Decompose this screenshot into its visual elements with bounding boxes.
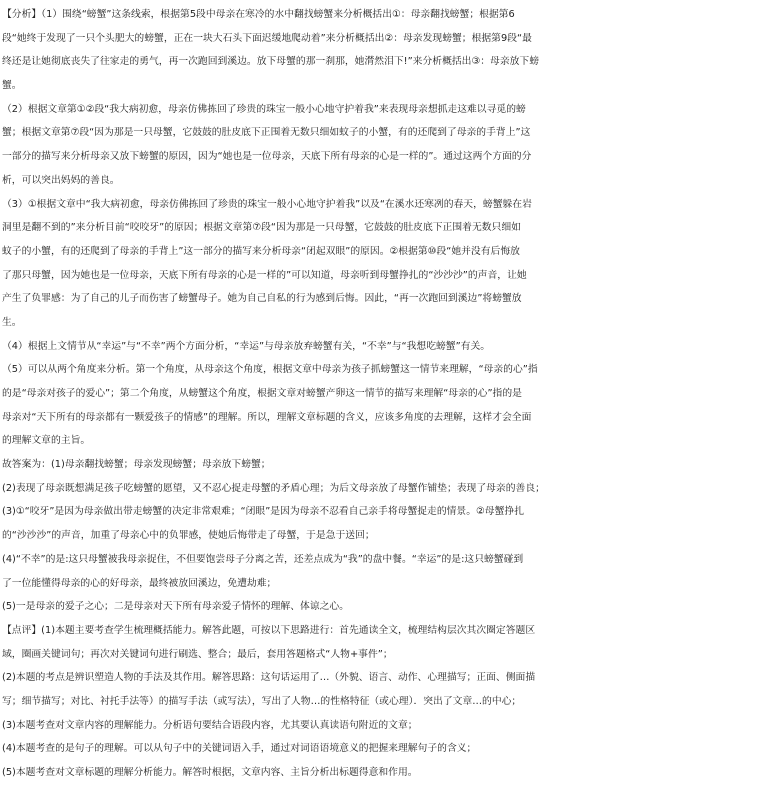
- text-line: 段“她终于发现了一只个头肥大的螃蟹，正在一块大石头下面迟缓地爬动着”来分析概括出②：母亲发现螃蟹；根据第9段“最: [2, 32, 532, 44]
- text-line: 故答案为：(1)母亲翻找螃蟹；母亲发现螃蟹；母亲放下螃蟹；: [2, 459, 271, 471]
- text-line: 了一位能懂得母亲的心的好母亲，最终被放回溪边，免遭劫难；: [2, 577, 277, 589]
- text-line: （2）根据文章第①②段“我大病初愈，母亲仿佛拣回了珍贵的珠宝一般小心地守护着我”来表现母亲想抓走这难以寻觅的螃: [2, 103, 526, 115]
- text-line: 的理解文章的主旨。: [2, 435, 91, 447]
- text-line: 了那只母蟹，因为她也是一位母亲，天底下所有母亲的心是一样的”可以知道，母亲听到母蟹挣扎的“沙沙沙”的声音，让她: [2, 269, 527, 281]
- text-line: 的“沙沙沙”的声音，加重了母亲心中的负罪感，使她后悔带走了母蟹，于是急于送回；: [2, 530, 375, 542]
- text-line: 蟹。: [2, 80, 22, 92]
- text-line: 蚊子的小蟹，有的还爬到了母亲的手背上”这一部分的描写来分析母亲“闭起双眼”的原因。②根据第⑩段“她并没有后悔放: [2, 245, 520, 257]
- text-line: (3)本题考查对文章内容的理解能力。分析语句要结合语段内容，尤其要认真读语句附近的文章；: [2, 719, 418, 731]
- text-line: 产生了负罪感：为了自己的儿子而伤害了螃蟹母子。她为自己自私的行为感到后悔。因此，“再一次跑回到溪边”将螃蟹放: [2, 293, 522, 305]
- text-line: (2)表现了母亲既想满足孩子吃螃蟹的愿望，又不忍心捉走母蟹的矛盾心理；为后文母亲放了母蟹作铺垫；表现了母亲的善良；: [2, 482, 545, 494]
- text-line: 析，可以突出妈妈的善良。: [2, 174, 120, 186]
- text-line: (5)本题考查对文章标题的理解分析能力。解答时根据，文章内容、主旨分析出标题得意和作用。: [2, 767, 418, 778]
- text-line: 生。: [2, 316, 22, 328]
- text-line: （5）可以从两个角度来分析。第一个角度，从母亲这个角度，根据文章中母亲为孩子抓螃蟹这一情节来理解，“母亲的心”指: [2, 364, 538, 376]
- text-line: (2)本题的考点是辨识塑造人物的手法及其作用。解答思路：这句话运用了…（外貌、语言、动作、心理描写；正面、侧面描: [2, 672, 536, 684]
- text-line: 终还是让她彻底丧失了往家走的勇气，再一次跑回到溪边。放下母蟹的那一刹那，她潸然泪下!”来分析概括出③：母亲放下螃: [2, 56, 540, 68]
- text-line: 蟹；根据文章第⑦段“因为那是一只母蟹，它鼓鼓的肚皮底下正围着无数只细如蚊子的小蟹，有的还爬到了母亲的手背上”这: [2, 127, 531, 139]
- text-line: （4）根据上文情节从“幸运”与“不幸”两个方面分析，“幸运”与母亲放弃螃蟹有关，“不幸”与“我想吃螃蟹”有关。: [2, 340, 491, 352]
- text-line: (5)一是母亲的爱子之心；二是母亲对天下所有母亲爱子情怀的理解、体谅之心。: [2, 601, 349, 613]
- text-line: (4)本题考查的是句子的理解。可以从句子中的关键词语入手，通过对词语语境意义的把握来理解句子的含义；: [2, 743, 477, 755]
- text-line: 的是“母亲对孩子的爱心”；第二个角度，从螃蟹这个角度，根据文章对螃蟹产卵这一情节的描写来理解“母亲的心”指的是: [2, 388, 522, 399]
- text-line: （3）①根据文章中“我大病初愈，母亲仿佛拣回了珍贵的珠宝一般小心地守护着我”以及“在溪水还寒冽的春天，螃蟹躲在岩: [2, 198, 532, 210]
- text-line: (3)①“咬牙”是因为母亲做出带走螃蟹的决定非常艰难；“闭眼”是因为母亲不忍看自己亲手将母蟹捉走的情景。②母蟹挣扎: [2, 506, 524, 518]
- text-line: 【点评】(1)本题主要考查学生梳理概括能力。解答此题，可按以下思路进行：首先通读全文，梳理结构层次其次圈定答题区: [2, 624, 536, 636]
- text-line: 【分析】（1）围绕“螃蟹”这条线索，根据第5段中母亲在寒冷的水中翻找螃蟹来分析概括出①：母亲翻找螃蟹；根据第6: [2, 9, 515, 20]
- text-line: 母亲对“天下所有的母亲都有一颗爱孩子的情感”的理解。所以，理解文章标题的含义，应该多角度的去理解，这样才会全面: [2, 411, 532, 423]
- text-line: 一部分的描写来分析母亲又放下螃蟹的原因，因为“她也是一位母亲，天底下所有母亲的心是一样的”。通过这两个方面的分: [2, 151, 532, 163]
- text-line: 域，圈画关键词句；再次对关键词句进行刷选、整合；最后，套用答题格式“人物+事件”；: [2, 648, 393, 660]
- text-line: 写；细节描写；对比、衬托手法等）的描写手法（或写法），写出了人物…的性格特征（或心理）．突出了文章…的中心；: [2, 695, 522, 707]
- text-line: 洞里是翻不到的”来分析目前“咬咬牙”的原因；根据文章第⑦段“因为那是一只母蟹，它鼓鼓的肚皮底下正围着无数只细如: [2, 222, 521, 234]
- text-line: (4)“不幸”的是:这只母蟹被我母亲捉住，不但要饱尝母子分离之苦，还差点成为“我”的盘中餐。“幸运”的是:这只螃蟹碰到: [2, 553, 524, 565]
